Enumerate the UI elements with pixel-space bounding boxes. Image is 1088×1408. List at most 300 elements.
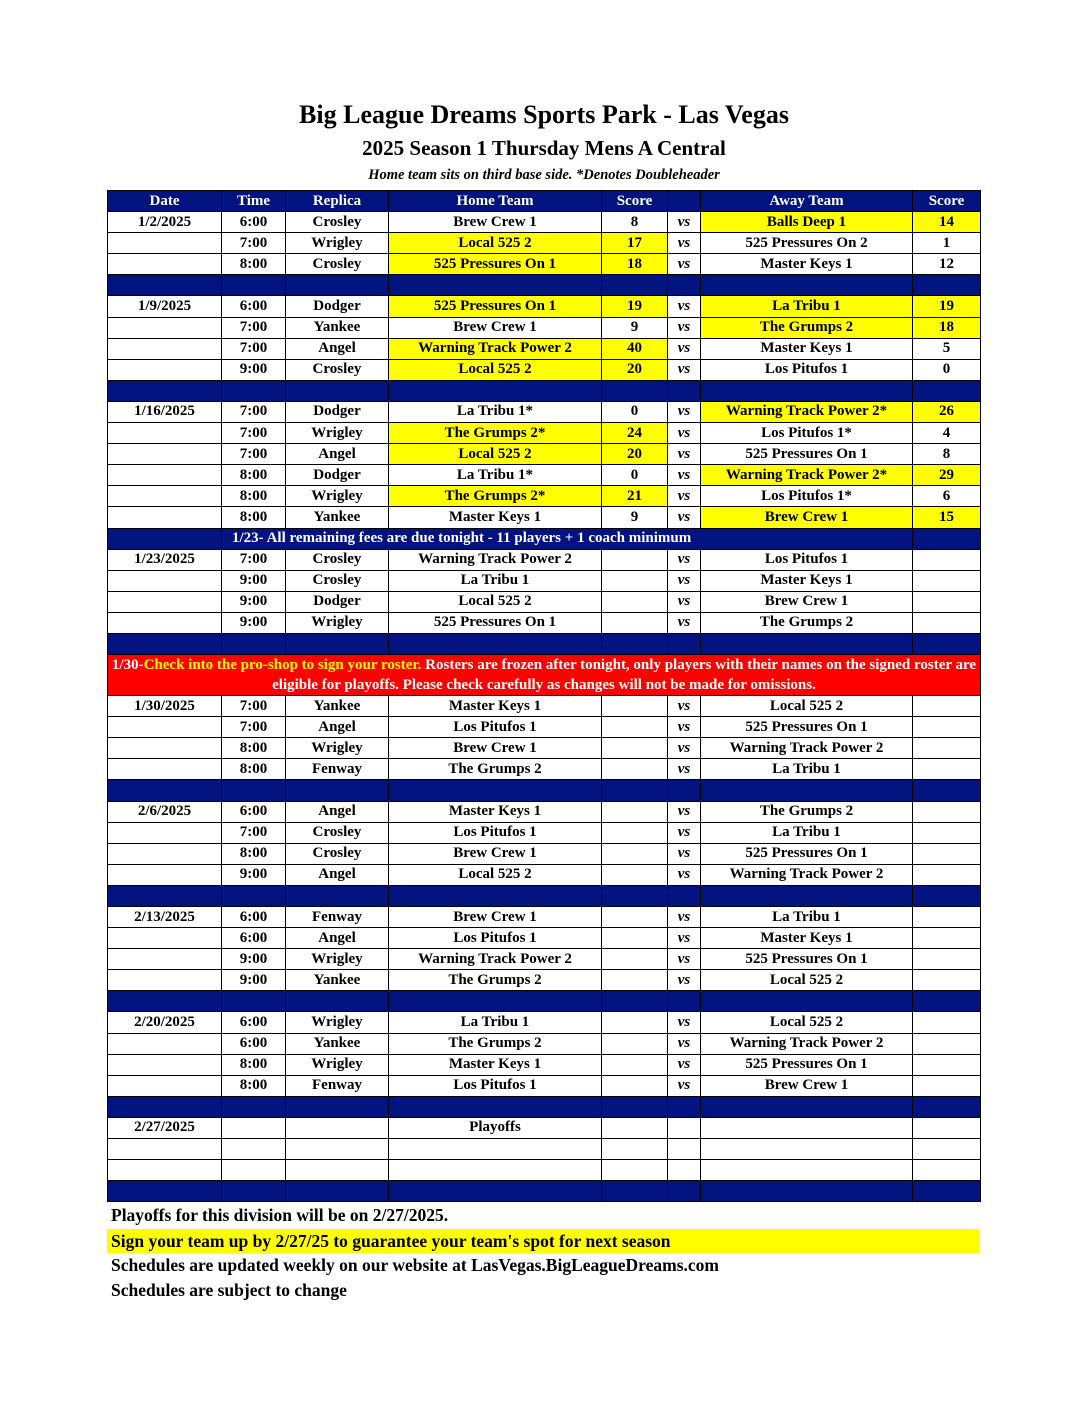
vs-cell: vs — [668, 444, 701, 465]
separator-cell — [668, 885, 701, 906]
field-cell: Yankee — [286, 970, 389, 991]
away-team-cell: Brew Crew 1 — [701, 591, 913, 612]
table-header-row — [108, 191, 981, 212]
home-team-cell: Los Pitufos 1 — [389, 822, 602, 843]
separator-cell — [222, 275, 286, 296]
home-score-cell — [602, 822, 668, 843]
separator-cell — [701, 885, 913, 906]
home-team-cell: Master Keys 1 — [389, 801, 602, 822]
time-cell: 8:00 — [222, 843, 286, 864]
away-team-cell: La Tribu 1 — [701, 296, 913, 317]
empty-cell — [701, 1160, 913, 1181]
away-team-cell: Los Pitufos 1* — [701, 423, 913, 444]
separator-cell — [602, 780, 668, 801]
empty-cell — [389, 1139, 602, 1160]
away-team-cell: Warning Track Power 2 — [701, 738, 913, 759]
time-cell: 9:00 — [222, 949, 286, 970]
home-score-cell — [602, 907, 668, 928]
home-score-cell: 0 — [602, 401, 668, 422]
footer-signup-note: Sign your team up by 2/27/25 to guarantee your team's spot for next season — [107, 1229, 980, 1253]
separator-cell — [913, 1096, 981, 1117]
home-team-cell: Master Keys 1 — [389, 507, 602, 528]
separator-cell — [108, 275, 222, 296]
home-team-cell: Warning Track Power 2 — [389, 549, 602, 570]
vs-cell: vs — [668, 1075, 701, 1096]
separator-cell — [222, 1181, 286, 1202]
vs-cell: vs — [668, 486, 701, 507]
home-team-cell: Los Pitufos 1 — [389, 1075, 602, 1096]
away-score-cell: 4 — [913, 423, 981, 444]
away-score-cell — [913, 928, 981, 949]
col-header-date: Date — [108, 191, 222, 212]
empty-cell — [913, 1160, 981, 1181]
separator-cell — [701, 1181, 913, 1202]
away-team-cell: 525 Pressures On 1 — [701, 444, 913, 465]
home-team-cell: Brew Crew 1 — [389, 317, 602, 338]
field-cell: Crosley — [286, 843, 389, 864]
vs-cell: vs — [668, 549, 701, 570]
table-row — [108, 317, 981, 338]
home-team-cell: Local 525 2 — [389, 233, 602, 254]
away-team-cell: Warning Track Power 2 — [701, 1033, 913, 1054]
col-header-away-team: Away Team — [701, 191, 913, 212]
away-score-cell: 26 — [913, 401, 981, 422]
table-row — [108, 401, 981, 422]
time-cell: 7:00 — [222, 549, 286, 570]
time-cell: 9:00 — [222, 570, 286, 591]
home-score-cell: 20 — [602, 444, 668, 465]
away-team-cell: The Grumps 2 — [701, 317, 913, 338]
table-row — [108, 970, 981, 991]
home-score-cell: 40 — [602, 338, 668, 359]
fees-notice-text: 1/23- All remaining fees are due tonight - 11 players + 1 coach minimum — [222, 528, 913, 549]
home-score-cell: 24 — [602, 423, 668, 444]
field-cell: Fenway — [286, 759, 389, 780]
vs-cell: vs — [668, 738, 701, 759]
time-cell: 7:00 — [222, 717, 286, 738]
col-header-away-score: Score — [913, 191, 981, 212]
separator-cell — [286, 275, 389, 296]
away-score-cell: 8 — [913, 444, 981, 465]
table-row — [108, 1054, 981, 1075]
home-score-cell — [602, 717, 668, 738]
separator-cell — [913, 780, 981, 801]
home-team-cell: Local 525 2 — [389, 864, 602, 885]
field-cell: Fenway — [286, 1075, 389, 1096]
vs-cell: vs — [668, 907, 701, 928]
roster-alert-text: Rosters are frozen after tonight, only players with their names on the signed roster are eligible for playoffs. Please check carefully as changes will not be made for omissions. — [272, 657, 977, 694]
vs-cell: vs — [668, 1054, 701, 1075]
away-team-cell: Warning Track Power 2 — [701, 864, 913, 885]
separator-cell — [668, 380, 701, 401]
away-score-cell — [913, 970, 981, 991]
separator-cell — [701, 991, 913, 1012]
field-cell: Wrigley — [286, 423, 389, 444]
time-cell: 8:00 — [222, 759, 286, 780]
separator-cell — [668, 1096, 701, 1117]
field-cell: Dodger — [286, 591, 389, 612]
time-cell: 9:00 — [222, 359, 286, 380]
separator-cell — [222, 633, 286, 654]
home-score-cell — [602, 928, 668, 949]
week-separator-row — [108, 885, 981, 906]
week-separator-row — [108, 1181, 981, 1202]
date-cell — [108, 486, 222, 507]
away-score-cell — [913, 907, 981, 928]
playoffs-row — [108, 1117, 981, 1138]
empty-cell — [286, 1160, 389, 1181]
separator-cell — [222, 991, 286, 1012]
home-team-cell: Local 525 2 — [389, 444, 602, 465]
field-cell: Crosley — [286, 212, 389, 233]
home-score-cell — [602, 1033, 668, 1054]
vs-cell: vs — [668, 507, 701, 528]
date-cell — [108, 612, 222, 633]
vs-cell: vs — [668, 612, 701, 633]
field-cell: Angel — [286, 444, 389, 465]
separator-cell — [701, 1096, 913, 1117]
vs-cell: vs — [668, 423, 701, 444]
table-row — [108, 486, 981, 507]
away-score-cell — [913, 1054, 981, 1075]
away-score-cell — [913, 738, 981, 759]
empty-cell — [222, 1139, 286, 1160]
time-cell: 6:00 — [222, 801, 286, 822]
away-score-cell — [913, 801, 981, 822]
footer-change-note: Schedules are subject to change — [111, 1280, 347, 1300]
away-team-cell: Master Keys 1 — [701, 338, 913, 359]
date-cell: 1/16/2025 — [108, 401, 222, 422]
field-cell: Dodger — [286, 401, 389, 422]
home-team-cell: The Grumps 2 — [389, 1033, 602, 1054]
away-team-cell: Local 525 2 — [701, 1012, 913, 1033]
empty-cell — [389, 1160, 602, 1181]
away-score-cell — [913, 696, 981, 717]
week-separator-row — [108, 633, 981, 654]
separator-cell — [389, 780, 602, 801]
time-cell: 9:00 — [222, 864, 286, 885]
home-score-cell: 0 — [602, 465, 668, 486]
away-score-cell: 29 — [913, 465, 981, 486]
date-cell: 2/27/2025 — [108, 1117, 222, 1138]
field-cell: Yankee — [286, 317, 389, 338]
playoffs-label: Playoffs — [389, 1117, 602, 1138]
separator-cell — [286, 885, 389, 906]
away-score-cell — [913, 591, 981, 612]
field-cell: Wrigley — [286, 1054, 389, 1075]
field-cell: Wrigley — [286, 612, 389, 633]
page-title: Big League Dreams Sports Park - Las Vegas — [299, 100, 789, 129]
week-separator-row — [108, 991, 981, 1012]
separator-cell — [668, 991, 701, 1012]
date-cell — [108, 1033, 222, 1054]
table-row — [108, 759, 981, 780]
field-cell: Crosley — [286, 254, 389, 275]
home-team-cell: Brew Crew 1 — [389, 907, 602, 928]
away-score-cell — [913, 1012, 981, 1033]
field-cell: Crosley — [286, 570, 389, 591]
away-team-cell: 525 Pressures On 1 — [701, 949, 913, 970]
away-team-cell: 525 Pressures On 1 — [701, 843, 913, 864]
vs-cell: vs — [668, 949, 701, 970]
schedule-body — [108, 212, 981, 1202]
home-team-cell: 525 Pressures On 1 — [389, 612, 602, 633]
away-team-cell: Local 525 2 — [701, 696, 913, 717]
home-score-cell: 17 — [602, 233, 668, 254]
away-score-cell — [913, 1075, 981, 1096]
field-cell: Yankee — [286, 507, 389, 528]
away-team-cell: 525 Pressures On 1 — [701, 717, 913, 738]
date-cell — [108, 1054, 222, 1075]
home-team-cell: 525 Pressures On 1 — [389, 296, 602, 317]
roster-alert-prefix: 1/30- — [111, 657, 144, 674]
away-score-cell — [913, 570, 981, 591]
time-cell: 9:00 — [222, 591, 286, 612]
home-score-cell — [602, 696, 668, 717]
date-cell: 2/13/2025 — [108, 907, 222, 928]
separator-cell — [913, 885, 981, 906]
home-team-cell: Brew Crew 1 — [389, 212, 602, 233]
field-cell — [286, 1117, 389, 1138]
home-team-cell: La Tribu 1* — [389, 401, 602, 422]
time-cell: 8:00 — [222, 1054, 286, 1075]
separator-cell — [668, 275, 701, 296]
time-cell: 8:00 — [222, 254, 286, 275]
table-row — [108, 465, 981, 486]
empty-cell — [602, 1117, 668, 1138]
time-cell: 7:00 — [222, 233, 286, 254]
separator-cell — [286, 380, 389, 401]
date-cell — [108, 338, 222, 359]
date-cell — [108, 317, 222, 338]
roster-alert-highlight: Check into the pro-shop to sign your roster. — [143, 657, 422, 674]
time-cell: 7:00 — [222, 317, 286, 338]
home-team-cell: Brew Crew 1 — [389, 843, 602, 864]
separator-cell — [286, 991, 389, 1012]
separator-cell — [602, 885, 668, 906]
empty-cell — [602, 1160, 668, 1181]
field-cell: Crosley — [286, 822, 389, 843]
separator-cell — [913, 275, 981, 296]
separator-cell — [701, 275, 913, 296]
date-cell — [108, 1075, 222, 1096]
table-row — [108, 928, 981, 949]
away-team-cell: Los Pitufos 1 — [701, 359, 913, 380]
separator-cell — [602, 633, 668, 654]
col-header-time: Time — [222, 191, 286, 212]
separator-cell — [701, 633, 913, 654]
separator-cell — [389, 1181, 602, 1202]
separator-cell — [222, 780, 286, 801]
home-score-cell — [602, 570, 668, 591]
table-row — [108, 444, 981, 465]
vs-cell: vs — [668, 801, 701, 822]
home-team-cell: Master Keys 1 — [389, 1054, 602, 1075]
date-cell — [108, 465, 222, 486]
time-cell: 9:00 — [222, 612, 286, 633]
col-header-home-score: Score — [602, 191, 668, 212]
schedule-table — [107, 190, 981, 1202]
away-score-cell — [913, 864, 981, 885]
date-cell — [108, 822, 222, 843]
date-cell — [108, 570, 222, 591]
time-cell: 8:00 — [222, 738, 286, 759]
separator-cell — [389, 885, 602, 906]
field-cell: Wrigley — [286, 738, 389, 759]
empty-cell — [913, 1139, 981, 1160]
home-score-cell — [602, 612, 668, 633]
home-score-cell: 9 — [602, 507, 668, 528]
home-team-cell: La Tribu 1 — [389, 1012, 602, 1033]
field-cell: Fenway — [286, 907, 389, 928]
week-separator-row — [108, 780, 981, 801]
away-team-cell: 525 Pressures On 2 — [701, 233, 913, 254]
vs-cell: vs — [668, 233, 701, 254]
away-score-cell: 12 — [913, 254, 981, 275]
home-score-cell — [602, 801, 668, 822]
date-cell — [108, 444, 222, 465]
schedule-note: Home team sits on third base side. *Denotes Doubleheader — [368, 167, 720, 183]
vs-cell: vs — [668, 254, 701, 275]
vs-cell: vs — [668, 359, 701, 380]
date-cell — [108, 738, 222, 759]
footer-playoffs-note: Playoffs for this division will be on 2/27/2025. — [111, 1205, 449, 1225]
col-header-home-team: Home Team — [389, 191, 602, 212]
home-team-cell: 525 Pressures On 1 — [389, 254, 602, 275]
table-row — [108, 801, 981, 822]
week-separator-row — [108, 1096, 981, 1117]
date-cell: 2/20/2025 — [108, 1012, 222, 1033]
field-cell: Wrigley — [286, 949, 389, 970]
home-team-cell: Los Pitufos 1 — [389, 717, 602, 738]
table-row — [108, 612, 981, 633]
home-team-cell: Los Pitufos 1 — [389, 928, 602, 949]
col-header-vs — [668, 191, 701, 212]
away-score-cell — [913, 717, 981, 738]
separator-cell — [389, 991, 602, 1012]
separator-cell — [913, 633, 981, 654]
away-team-cell: La Tribu 1 — [701, 822, 913, 843]
footer-website-note: Schedules are updated weekly on our website at LasVegas.BigLeagueDreams.com — [111, 1255, 719, 1275]
table-row — [108, 1033, 981, 1054]
home-score-cell — [602, 843, 668, 864]
separator-cell — [913, 380, 981, 401]
vs-cell: vs — [668, 570, 701, 591]
time-cell: 7:00 — [222, 822, 286, 843]
vs-cell: vs — [668, 401, 701, 422]
away-team-cell: The Grumps 2 — [701, 801, 913, 822]
home-score-cell — [602, 1075, 668, 1096]
time-cell: 8:00 — [222, 507, 286, 528]
vs-cell: vs — [668, 317, 701, 338]
table-row — [108, 591, 981, 612]
home-score-cell: 9 — [602, 317, 668, 338]
date-cell — [108, 843, 222, 864]
time-cell: 6:00 — [222, 928, 286, 949]
table-row — [108, 233, 981, 254]
date-cell — [108, 759, 222, 780]
home-team-cell: La Tribu 1 — [389, 570, 602, 591]
field-cell: Wrigley — [286, 486, 389, 507]
time-cell: 7:00 — [222, 338, 286, 359]
home-score-cell — [602, 864, 668, 885]
table-row — [108, 1075, 981, 1096]
home-score-cell — [602, 1054, 668, 1075]
separator-cell — [389, 1096, 602, 1117]
separator-cell — [602, 1096, 668, 1117]
away-score-cell — [913, 843, 981, 864]
table-row — [108, 549, 981, 570]
separator-cell — [286, 633, 389, 654]
time-cell: 7:00 — [222, 423, 286, 444]
away-score-cell — [913, 822, 981, 843]
separator-cell — [701, 380, 913, 401]
empty-cell — [701, 1139, 913, 1160]
date-cell — [108, 864, 222, 885]
home-score-cell — [602, 949, 668, 970]
date-cell — [108, 949, 222, 970]
separator-cell — [286, 780, 389, 801]
time-cell: 6:00 — [222, 907, 286, 928]
time-cell: 7:00 — [222, 444, 286, 465]
vs-cell: vs — [668, 696, 701, 717]
empty-row — [108, 1139, 981, 1160]
table-row — [108, 717, 981, 738]
separator-cell — [286, 1096, 389, 1117]
date-cell — [108, 928, 222, 949]
table-row — [108, 254, 981, 275]
separator-cell — [108, 1181, 222, 1202]
away-team-cell: Warning Track Power 2* — [701, 401, 913, 422]
time-cell: 7:00 — [222, 401, 286, 422]
separator-cell — [389, 633, 602, 654]
away-team-cell: Los Pitufos 1 — [701, 549, 913, 570]
away-score-cell — [913, 949, 981, 970]
vs-cell: vs — [668, 928, 701, 949]
date-cell: 1/9/2025 — [108, 296, 222, 317]
home-score-cell: 18 — [602, 254, 668, 275]
field-cell: Angel — [286, 801, 389, 822]
vs-cell: vs — [668, 1033, 701, 1054]
vs-cell: vs — [668, 212, 701, 233]
empty-cell — [668, 1117, 701, 1138]
away-team-cell: Warning Track Power 2* — [701, 465, 913, 486]
week-separator-row — [108, 380, 981, 401]
table-row — [108, 296, 981, 317]
date-cell: 2/6/2025 — [108, 801, 222, 822]
home-team-cell: Local 525 2 — [389, 591, 602, 612]
table-row — [108, 696, 981, 717]
away-score-cell: 5 — [913, 338, 981, 359]
col-header-replica: Replica — [286, 191, 389, 212]
home-team-cell: La Tribu 1* — [389, 465, 602, 486]
away-score-cell: 14 — [913, 212, 981, 233]
field-cell: Angel — [286, 864, 389, 885]
roster-alert-row — [108, 655, 981, 696]
home-team-cell: The Grumps 2 — [389, 970, 602, 991]
home-team-cell: Brew Crew 1 — [389, 738, 602, 759]
vs-cell: vs — [668, 843, 701, 864]
away-team-cell: Local 525 2 — [701, 970, 913, 991]
separator-cell — [108, 633, 222, 654]
away-team-cell: Master Keys 1 — [701, 570, 913, 591]
empty-row — [108, 1160, 981, 1181]
separator-cell — [602, 275, 668, 296]
field-cell: Crosley — [286, 549, 389, 570]
away-score-cell: 19 — [913, 296, 981, 317]
vs-cell: vs — [668, 338, 701, 359]
table-row — [108, 1012, 981, 1033]
